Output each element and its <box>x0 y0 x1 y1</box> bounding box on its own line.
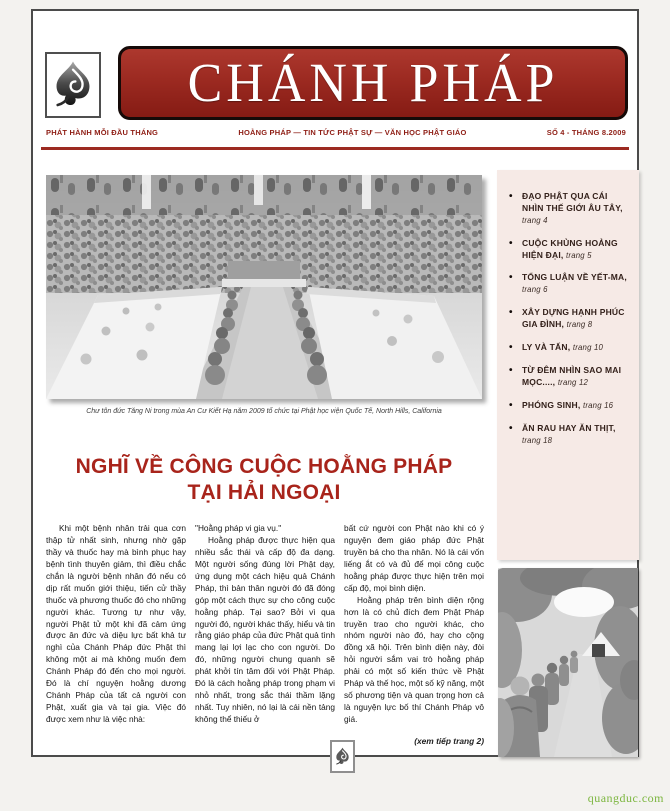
tagline-left: PHÁT HÀNH MỖI ĐẦU THÁNG <box>46 128 159 137</box>
article-paragraph: "Hoằng pháp vi gia vụ." <box>195 523 282 533</box>
walking-monks-photo <box>498 568 638 757</box>
toc-item <box>507 238 631 262</box>
toc-item-page: trang 18 <box>522 435 553 445</box>
article-paragraph: bất cứ người con Phật nào khi có ý nguyện đem giáo pháp đức Phật truyền bá cho tha nhân. Nó là cái vốn liếng ắt có và đủ để mọi công cuộc hoằng pháp được thực hiện trên mọi cấp độ, mọi bình diện. <box>344 523 484 593</box>
article-paragraph: Hoằng pháp được thực hiện qua nhiều sắc thái và cấp độ đa dạng. Một người sống đúng lời Phật dạy, ứng dụng một cách hiệu quả Chánh Pháp, thì bản thân người đó đã đóng góp một cách thực sự cho công cuộc hoằng pháp. Tại sao? Bởi vì qua người đó, người khác thấy, hiểu và tin rằng giáo pháp của đức Phật quả tình mang lại lợi lạc cho con người. Do đó, những người chung quanh sẽ phát khởi tín tâm đối với Phật Pháp. Đó là cách hoằng pháp trong phạm vi nhỏ nhất, trong sắc thái thầm lặng nhất. Tuy nhiên, nó lại là cái nền tảng không thể thiếu ở <box>195 534 335 724</box>
toc-item <box>507 365 631 389</box>
toc-item <box>507 191 631 227</box>
toc-item-page: trang 5 <box>566 250 592 260</box>
sidebar-photo <box>498 568 638 757</box>
article-title-line1: NGHĨ VỀ CÔNG CUỘC HOẰNG PHÁP <box>75 455 453 478</box>
toc-item <box>507 307 631 331</box>
bodhi-leaf-icon <box>335 747 350 766</box>
toc-item-page: trang 4 <box>522 215 548 225</box>
bodhi-leaf-icon <box>53 60 93 110</box>
masthead-tagline <box>46 128 626 137</box>
toc-list <box>507 191 631 446</box>
toc-item-title: ĐẠO PHẬT QUA CÁI NHÌN THẾ GIỚI ÂU TÂY, <box>522 191 623 213</box>
article-column-2 <box>195 523 335 747</box>
watermark: quangduc.com <box>587 791 664 805</box>
masthead-rule <box>41 147 629 150</box>
toc-item-title: ĂN RAU HAY ĂN THỊT, <box>522 422 616 433</box>
article-title <box>46 454 482 507</box>
toc-item-page: trang 12 <box>557 377 589 387</box>
retreat-hall-photo <box>46 175 482 399</box>
main-photo <box>46 175 482 399</box>
toc-item-page: trang 16 <box>582 400 614 410</box>
article-title-line2: TẠI HẢI NGOẠI <box>187 481 341 505</box>
toc-item-title: PHÓNG SINH, <box>522 399 583 410</box>
toc-item <box>507 423 631 447</box>
issue-number: SỐ 4 - THÁNG 8.2009 <box>546 128 626 137</box>
publication-title: CHÁNH PHÁP <box>187 52 559 114</box>
photo-caption: Chư tôn đức Tăng Ni trong mùa An Cư Kiết Hạ năm 2009 tổ chức tại Phật học viện Quốc Tế, North Hills, California <box>86 408 442 415</box>
toc-item-page: trang 10 <box>572 343 604 353</box>
article-paragraph: Khi một bệnh nhân trải qua cơn thập tử nhất sinh, nhưng nhờ gặp thầy và thuốc hay mà bình phục hay bệnh tình thuyên giảm, thì điều chắc chắn là người bệnh nhân đó nếu có dịp rất muốn giới thiệu, tiến cử thầy thuốc và phương thuốc đó cho những người khác. Tương tự như vậy, người Phật tử một khi đã cảm ứng được ân đức và diệu lực bất khả tư nghì của Chánh Pháp đức Phật thì không một ai mà không muốn đem Chánh Pháp đó đến cho mọi người. Đó là chí nguyện hoằng dương Chánh Pháp của tất cả người con Phật, xuất gia và tại gia. Việc đó được xem như là việc nhà: <box>46 523 186 724</box>
toc-item-page: trang 6 <box>522 285 548 295</box>
masthead-banner <box>118 46 628 120</box>
publication-logo <box>45 52 101 118</box>
newsletter-front-page <box>31 9 639 757</box>
article-body <box>46 523 484 747</box>
toc-item-title: XÂY DỰNG HẠNH PHÚC GIA ĐÌNH, <box>522 307 625 330</box>
toc-item <box>507 342 631 354</box>
toc-item-title: CUỘC KHỦNG HOẢNG HIỆN ĐẠI, <box>522 237 618 260</box>
toc-sidebar <box>497 170 639 560</box>
article-column-3 <box>344 523 484 747</box>
toc-item-page: trang 8 <box>566 320 593 330</box>
continuation-note: (xem tiếp trang 2) <box>414 735 484 746</box>
toc-item-title: LY VÀ TẤN, <box>522 342 573 353</box>
article-paragraph: Hoằng pháp trên bình diện rộng hơn là có chủ đích đem Phật Pháp truyền trao cho người khác, cho nhóm người nào đó, hay cho cộng đồng xã hội. Trên bình diện này, đòi hỏi người sắm vai trò hoằng pháp phải có một số kiến thức về Phật Pháp và thế học, một số kỹ năng, một số phương tiện và quan trọng hơn cả là nguyện lực bố thí Chánh Pháp vô giá. <box>344 594 484 724</box>
footer-logo <box>330 740 355 773</box>
toc-item-title: TỪ ĐÊM NHÌN SAO MAI MỌC...., <box>522 364 622 387</box>
toc-item <box>507 400 631 412</box>
toc-item <box>507 272 631 296</box>
toc-item-title: TỔNG LUẬN VỀ YẾT-MA, <box>522 272 627 283</box>
tagline-center: HOẰNG PHÁP — TIN TỨC PHẬT SỰ — VĂN HỌC PHẬT GIÁO <box>238 128 467 137</box>
article-column-1 <box>46 523 186 747</box>
